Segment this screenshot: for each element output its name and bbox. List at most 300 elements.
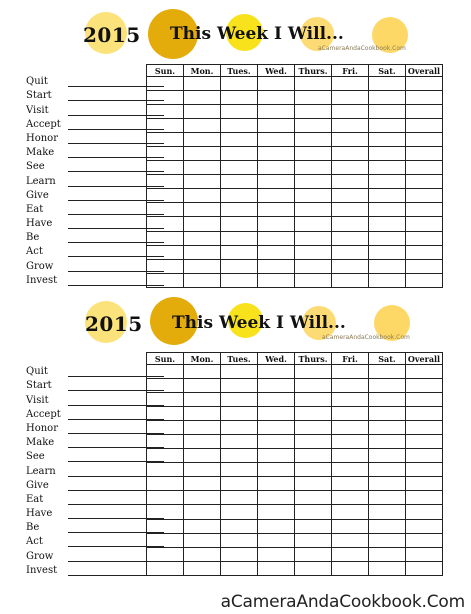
grid-cell[interactable] [184,561,221,575]
grid-cell[interactable] [406,477,443,491]
grid-row [147,245,443,259]
grid-row [147,561,443,575]
grid-cell[interactable] [332,259,369,273]
grid-cell[interactable] [147,161,184,175]
grid-cell[interactable] [369,421,406,435]
year-label: 2015 [85,312,143,336]
grid-cell[interactable] [147,505,184,519]
grid-cell[interactable] [369,449,406,463]
grid-cell[interactable] [332,91,369,105]
grid-cell[interactable] [295,561,332,575]
grid-cell[interactable] [332,77,369,91]
week-grid [146,64,443,288]
grid-row [147,365,443,379]
grid-cell[interactable] [147,175,184,189]
col-overall: Overall [406,65,443,77]
grid-cell[interactable] [406,203,443,217]
col-sun: Sun. [147,353,184,365]
grid-cell[interactable] [295,217,332,231]
grid-cell[interactable] [221,77,258,91]
grid-cell[interactable] [221,393,258,407]
grid-row [147,77,443,91]
grid-cell[interactable] [332,421,369,435]
col-mon: Mon. [184,353,221,365]
grid-cell[interactable] [406,365,443,379]
grid-cell[interactable] [147,449,184,463]
grid-cell[interactable] [369,231,406,245]
grid-cell[interactable] [147,435,184,449]
grid-cell[interactable] [147,533,184,547]
grid-cell[interactable] [221,379,258,393]
planner-section-2: 2015 This Week I Will... aCameraAndaCookbook.Com Quit Start Visit Accept Honor Make See Learn Give Eat Have Be Act Grow Invest Sun. Mon. Tues. Wed. Thurs. Fri. Sat. Overall [0,290,471,580]
grid-cell[interactable] [221,119,258,133]
grid-cell[interactable] [332,435,369,449]
grid-cell[interactable] [184,379,221,393]
grid-cell[interactable] [406,175,443,189]
grid-cell[interactable] [184,147,221,161]
grid-cell[interactable] [332,133,369,147]
grid-cell[interactable] [332,491,369,505]
grid-cell[interactable] [184,203,221,217]
grid-cell[interactable] [147,491,184,505]
grid-cell[interactable] [258,491,295,505]
grid-cell[interactable] [332,519,369,533]
grid-cell[interactable] [295,491,332,505]
col-thurs: Thurs. [295,353,332,365]
grid-cell[interactable] [369,203,406,217]
grid-cell[interactable] [332,365,369,379]
grid-cell[interactable] [406,505,443,519]
grid-cell[interactable] [221,491,258,505]
grid-cell[interactable] [369,519,406,533]
grid-cell[interactable] [258,477,295,491]
grid-cell[interactable] [221,259,258,273]
planner-section-1: 2015 This Week I Will... aCameraAndaCookbook.Com Quit Start Visit Accept Honor Make See Learn Give Eat Have Be Act Grow Invest Sun. Mon. Tues. Wed. Thurs. Fri. Sat. Overall [0,0,471,290]
grid-cell[interactable] [184,273,221,287]
grid-cell[interactable] [295,463,332,477]
grid-cell[interactable] [295,435,332,449]
grid-row [147,463,443,477]
grid-row [147,259,443,273]
col-tues: Tues. [221,65,258,77]
grid-cell[interactable] [184,217,221,231]
grid-cell[interactable] [184,449,221,463]
grid-cell[interactable] [369,463,406,477]
grid-cell[interactable] [258,393,295,407]
grid-cell[interactable] [221,175,258,189]
grid-cell[interactable] [184,77,221,91]
grid-cell[interactable] [258,161,295,175]
grid-cell[interactable] [295,245,332,259]
grid-cell[interactable] [369,217,406,231]
grid-cell[interactable] [147,133,184,147]
grid-cell[interactable] [369,379,406,393]
grid-cell[interactable] [295,379,332,393]
col-thurs: Thurs. [295,65,332,77]
grid-cell[interactable] [221,505,258,519]
grid-cell[interactable] [147,119,184,133]
grid-cell[interactable] [332,147,369,161]
grid-cell[interactable] [147,231,184,245]
grid-cell[interactable] [406,119,443,133]
grid-cell[interactable] [406,231,443,245]
grid-cell[interactable] [332,203,369,217]
grid-cell[interactable] [258,245,295,259]
grid-cell[interactable] [184,161,221,175]
grid-cell[interactable] [147,519,184,533]
grid-cell[interactable] [332,189,369,203]
grid-cell[interactable] [406,259,443,273]
grid-row [147,175,443,189]
grid-cell[interactable] [147,259,184,273]
grid-cell[interactable] [221,231,258,245]
grid-cell[interactable] [406,393,443,407]
grid-cell[interactable] [295,119,332,133]
grid-row [147,393,443,407]
grid-cell[interactable] [258,421,295,435]
grid-cell[interactable] [406,449,443,463]
grid-cell[interactable] [406,189,443,203]
grid-cell[interactable] [147,91,184,105]
grid-cell[interactable] [332,533,369,547]
grid-cell[interactable] [184,435,221,449]
col-sat: Sat. [369,65,406,77]
grid-cell[interactable] [258,379,295,393]
grid-cell[interactable] [184,547,221,561]
col-tues: Tues. [221,353,258,365]
grid-cell[interactable] [147,547,184,561]
grid-cell[interactable] [332,161,369,175]
grid-cell[interactable] [184,231,221,245]
grid-cell[interactable] [295,449,332,463]
grid-cell[interactable] [295,203,332,217]
grid-cell[interactable] [332,407,369,421]
grid-cell[interactable] [258,463,295,477]
grid-cell[interactable] [221,161,258,175]
grid-cell[interactable] [258,435,295,449]
grid-cell[interactable] [221,519,258,533]
grid-cell[interactable] [406,217,443,231]
grid-cell[interactable] [369,189,406,203]
grid-cell[interactable] [147,77,184,91]
grid-cell[interactable] [295,365,332,379]
grid-cell[interactable] [258,407,295,421]
grid-cell[interactable] [258,133,295,147]
grid-cell[interactable] [258,449,295,463]
grid-cell[interactable] [184,189,221,203]
week-grid [146,352,443,576]
grid-cell[interactable] [295,505,332,519]
grid-cell[interactable] [369,91,406,105]
col-fri: Fri. [332,65,369,77]
grid-row [147,435,443,449]
grid-cell[interactable] [221,407,258,421]
grid-cell[interactable] [295,133,332,147]
grid-cell[interactable] [369,245,406,259]
grid-cell[interactable] [221,105,258,119]
grid-cell[interactable] [332,561,369,575]
grid-cell[interactable] [147,189,184,203]
grid-cell[interactable] [147,273,184,287]
grid-cell[interactable] [406,133,443,147]
grid-cell[interactable] [295,421,332,435]
grid-cell[interactable] [258,203,295,217]
grid-row [147,147,443,161]
grid-row [147,161,443,175]
grid-cell[interactable] [184,533,221,547]
grid-cell[interactable] [332,175,369,189]
grid-cell[interactable] [184,463,221,477]
grid-cell[interactable] [332,505,369,519]
grid-cell[interactable] [295,77,332,91]
grid-cell[interactable] [369,407,406,421]
grid-cell[interactable] [295,547,332,561]
grid-cell[interactable] [369,161,406,175]
grid-cell[interactable] [369,259,406,273]
grid-cell[interactable] [369,365,406,379]
col-sun: Sun. [147,65,184,77]
grid-cell[interactable] [184,105,221,119]
grid-cell[interactable] [295,189,332,203]
grid-cell[interactable] [147,365,184,379]
grid-cell[interactable] [295,533,332,547]
grid-cell[interactable] [221,133,258,147]
grid-cell[interactable] [406,379,443,393]
grid-row [147,119,443,133]
grid-cell[interactable] [184,245,221,259]
grid-cell[interactable] [147,463,184,477]
grid-cell[interactable] [221,147,258,161]
grid-cell[interactable] [406,435,443,449]
grid-cell[interactable] [221,365,258,379]
grid-cell[interactable] [369,533,406,547]
grid-cell[interactable] [332,119,369,133]
watermark: aCameraAndaCookbook.Com [322,334,410,341]
grid-cell[interactable] [258,533,295,547]
col-wed: Wed. [258,353,295,365]
col-overall: Overall [406,353,443,365]
grid-row [147,203,443,217]
grid-cell[interactable] [221,421,258,435]
grid-cell[interactable] [406,245,443,259]
grid-cell[interactable] [295,175,332,189]
grid-cell[interactable] [258,547,295,561]
grid-cell[interactable] [295,231,332,245]
grid-cell[interactable] [332,217,369,231]
grid-row [147,477,443,491]
grid-row [147,505,443,519]
page-title: This Week I Will... [170,24,344,44]
grid-cell[interactable] [369,393,406,407]
grid-cell[interactable] [258,147,295,161]
col-sat: Sat. [369,353,406,365]
grid-row [147,407,443,421]
grid-cell[interactable] [184,119,221,133]
grid-cell[interactable] [369,491,406,505]
grid-cell[interactable] [258,519,295,533]
grid-cell[interactable] [295,407,332,421]
footer-site: aCameraAndaCookbook.Com [220,592,465,612]
grid-row [147,449,443,463]
grid-cell[interactable] [147,245,184,259]
grid-cell[interactable] [332,273,369,287]
grid-row [147,217,443,231]
grid-cell[interactable] [332,105,369,119]
grid-cell[interactable] [369,175,406,189]
grid-row [147,491,443,505]
grid-cell[interactable] [369,547,406,561]
grid-cell[interactable] [258,273,295,287]
grid-cell[interactable] [184,477,221,491]
grid-cell[interactable] [369,119,406,133]
grid-cell[interactable] [221,533,258,547]
grid-cell[interactable] [295,105,332,119]
grid-cell[interactable] [221,203,258,217]
grid-row [147,533,443,547]
grid-cell[interactable] [295,477,332,491]
grid-row [147,547,443,561]
grid-cell[interactable] [184,133,221,147]
grid-cell[interactable] [406,105,443,119]
grid-cell[interactable] [406,161,443,175]
grid-cell[interactable] [147,407,184,421]
grid-cell[interactable] [295,519,332,533]
grid-cell[interactable] [406,547,443,561]
grid-cell[interactable] [147,105,184,119]
page-title: This Week I Will... [172,313,346,333]
grid-row [147,189,443,203]
grid-cell[interactable] [295,91,332,105]
grid-cell[interactable] [147,561,184,575]
grid-cell[interactable] [258,217,295,231]
grid-cell[interactable] [406,91,443,105]
col-fri: Fri. [332,353,369,365]
grid-cell[interactable] [258,119,295,133]
grid-cell[interactable] [258,259,295,273]
grid-cell[interactable] [147,477,184,491]
grid-cell[interactable] [184,175,221,189]
grid-cell[interactable] [258,77,295,91]
grid-cell[interactable] [332,231,369,245]
grid-cell[interactable] [369,477,406,491]
grid-cell[interactable] [221,449,258,463]
grid-cell[interactable] [147,379,184,393]
grid-cell[interactable] [184,407,221,421]
grid-cell[interactable] [406,519,443,533]
grid-cell[interactable] [258,505,295,519]
grid-cell[interactable] [406,421,443,435]
grid-row [147,91,443,105]
watermark: aCameraAndaCookbook.Com [318,45,406,52]
grid-body [147,77,443,288]
grid-cell[interactable] [369,133,406,147]
grid-cell[interactable] [258,365,295,379]
grid-cell[interactable] [406,561,443,575]
grid-cell[interactable] [295,393,332,407]
grid-cell[interactable] [258,561,295,575]
grid-cell[interactable] [406,77,443,91]
grid-row [147,273,443,287]
grid-cell[interactable] [332,449,369,463]
grid-row [147,133,443,147]
grid-cell[interactable] [406,533,443,547]
grid-cell[interactable] [332,477,369,491]
grid-cell[interactable] [221,477,258,491]
grid-row [147,105,443,119]
grid-cell[interactable] [332,379,369,393]
grid-cell[interactable] [406,273,443,287]
grid-cell[interactable] [258,175,295,189]
grid-cell[interactable] [258,91,295,105]
grid-cell[interactable] [369,77,406,91]
grid-cell[interactable] [258,105,295,119]
grid-cell[interactable] [221,91,258,105]
grid-cell[interactable] [184,519,221,533]
grid-cell[interactable] [221,463,258,477]
grid-cell[interactable] [184,365,221,379]
grid-cell[interactable] [369,435,406,449]
grid-cell[interactable] [406,463,443,477]
grid-cell[interactable] [221,245,258,259]
grid-body [147,365,443,576]
grid-row [147,231,443,245]
grid-cell[interactable] [221,547,258,561]
grid-cell[interactable] [184,91,221,105]
grid-cell[interactable] [184,505,221,519]
grid-cell[interactable] [406,147,443,161]
grid-cell[interactable] [332,547,369,561]
grid-cell[interactable] [369,105,406,119]
grid-cell[interactable] [147,217,184,231]
grid-cell[interactable] [221,273,258,287]
grid-cell[interactable] [295,147,332,161]
grid-cell[interactable] [369,147,406,161]
grid-cell[interactable] [332,463,369,477]
grid-cell[interactable] [406,491,443,505]
grid-cell[interactable] [147,393,184,407]
grid-cell[interactable] [221,217,258,231]
grid-cell[interactable] [184,393,221,407]
grid-row [147,421,443,435]
grid-cell[interactable] [184,421,221,435]
grid-cell[interactable] [295,161,332,175]
grid-cell[interactable] [332,245,369,259]
grid-cell[interactable] [184,259,221,273]
grid-row [147,519,443,533]
grid-cell[interactable] [295,273,332,287]
grid-cell[interactable] [221,561,258,575]
grid-cell[interactable] [147,147,184,161]
grid-cell[interactable] [221,189,258,203]
year-label: 2015 [83,23,141,47]
grid-cell[interactable] [221,435,258,449]
grid-cell[interactable] [258,231,295,245]
grid-cell[interactable] [332,393,369,407]
grid-cell[interactable] [369,505,406,519]
grid-cell[interactable] [184,491,221,505]
grid-cell[interactable] [258,189,295,203]
grid-cell[interactable] [369,561,406,575]
grid-row [147,379,443,393]
grid-cell[interactable] [406,407,443,421]
grid-cell[interactable] [295,259,332,273]
grid-cell[interactable] [147,203,184,217]
grid-cell[interactable] [147,421,184,435]
grid-header-row [147,65,443,77]
grid-cell[interactable] [369,273,406,287]
col-mon: Mon. [184,65,221,77]
col-wed: Wed. [258,65,295,77]
